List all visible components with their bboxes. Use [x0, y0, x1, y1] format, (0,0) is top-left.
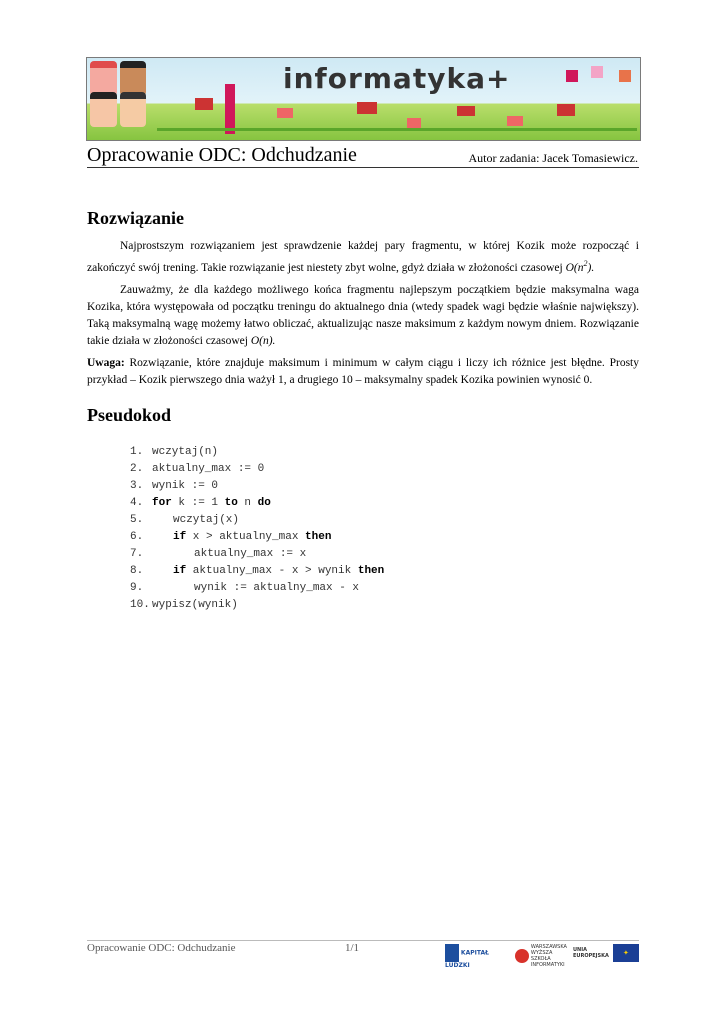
line-number: 8.	[130, 565, 144, 577]
avatar-icon	[120, 61, 146, 96]
complexity-exponent: 2	[583, 259, 588, 268]
code-text: aktualny_max := x	[194, 548, 307, 560]
house-icon	[457, 106, 475, 116]
code-text: aktualny_max := 0	[152, 463, 265, 475]
house-icon	[277, 108, 293, 118]
paragraph-text: Zauważmy, że dla każdego możliwego końca fragmentu najlepszym początkiem będzie maksymalna waga Kozika, która występowała od początku treningu do aktualnego dnia (wtedy spadek wagi będzie właśnie największy). Taką maksymalną wagę możemy łatwo obliczać, aktualizując nasze maksimum z każdym nowym dniem. Rozwiązanie takie działa w złożoności czasowej	[87, 284, 639, 347]
code-keyword: if	[173, 565, 187, 577]
footer-title: Opracowanie ODC: Odchudzanie	[87, 942, 236, 954]
code-line	[130, 563, 384, 580]
avatar-icon	[90, 92, 117, 127]
road	[157, 128, 637, 131]
code-keyword: for	[152, 497, 172, 509]
section-heading-solution: Rozwiązanie	[87, 208, 184, 228]
solution-paragraph-1	[87, 238, 639, 277]
code-keyword: do	[257, 497, 271, 509]
line-number: 1.	[130, 446, 144, 458]
code-text: n	[237, 497, 258, 509]
line-number: 10.	[130, 599, 150, 611]
code-line	[130, 444, 384, 461]
house-icon	[557, 104, 575, 116]
code-keyword: then	[305, 531, 332, 543]
code-keyword: if	[173, 531, 187, 543]
house-icon	[407, 118, 421, 128]
code-keyword: to	[224, 497, 238, 509]
code-line	[130, 461, 384, 478]
code-line	[130, 529, 384, 546]
house-icon	[507, 116, 523, 126]
code-line	[130, 580, 384, 597]
code-text: wczytaj(n)	[152, 446, 219, 458]
code-statement	[152, 565, 384, 577]
code-text: x > aktualny_max	[186, 531, 306, 543]
avatar-icon	[90, 61, 117, 96]
line-number: 4.	[130, 497, 144, 509]
kapital-ludzki-text: KAPITAŁ LUDZKI	[445, 949, 489, 969]
banner-logo-text: informatyka+	[283, 62, 511, 95]
code-statement	[152, 514, 239, 526]
wwsi-logo	[515, 944, 570, 968]
eu-text: UNIA EUROPEJSKA	[573, 947, 609, 959]
avatar-icon	[120, 92, 146, 127]
code-line	[130, 478, 384, 495]
line-number: 3.	[130, 480, 144, 492]
code-text: k := 1	[171, 497, 225, 509]
line-number: 7.	[130, 548, 144, 560]
section-heading-pseudocode: Pseudokod	[87, 405, 172, 425]
code-line	[130, 512, 384, 529]
code-statement	[152, 599, 238, 611]
house-icon	[195, 98, 213, 110]
tower-icon	[225, 84, 235, 134]
code-statement	[152, 582, 359, 594]
code-statement	[152, 446, 218, 458]
tree-icon	[591, 66, 603, 78]
code-keyword: then	[357, 565, 385, 577]
pseudocode-listing	[130, 444, 384, 614]
code-line	[130, 495, 384, 512]
task-author: Autor zadania: Jacek Tomasiewicz.	[468, 151, 638, 165]
code-line	[130, 597, 384, 614]
line-number: 9.	[130, 582, 144, 594]
code-text: wynik := aktualny_max - x	[194, 582, 360, 594]
paragraph-text: Najprostszym rozwiązaniem jest sprawdzenie każdej pary fragmentu, w której Kozik może rozpocząć i zakończyć swój trening. Takie rozwiązanie jest niestety zbyt wolne, gdyż działa w złożoności czasowej	[87, 240, 639, 274]
code-statement	[152, 497, 271, 509]
footer-divider	[87, 940, 639, 941]
line-number: 2.	[130, 463, 144, 475]
house-icon	[357, 102, 377, 114]
complexity-formula: O(n	[565, 261, 584, 274]
line-number: 6.	[130, 531, 144, 543]
complexity-formula: O(n).	[250, 335, 276, 347]
code-text: wypisz(wynik)	[152, 599, 238, 611]
code-statement	[152, 463, 264, 475]
wwsi-text: WARSZAWSKA WYŻSZA SZKOŁA INFORMATYKI	[530, 944, 567, 968]
page-number: 1/1	[345, 942, 360, 954]
warning-paragraph	[87, 355, 639, 389]
code-statement	[152, 480, 218, 492]
document-title: Opracowanie ODC: Odchudzanie	[87, 144, 357, 166]
code-text: wczytaj(x)	[173, 514, 240, 526]
code-statement	[152, 548, 306, 560]
header-banner	[86, 57, 641, 141]
code-text: wynik := 0	[152, 480, 219, 492]
tree-icon	[619, 70, 631, 82]
eu-logo	[573, 944, 640, 964]
code-line	[130, 546, 384, 563]
header-divider	[87, 167, 639, 168]
warning-label: Uwaga:	[87, 357, 125, 369]
tree-icon	[566, 70, 578, 82]
line-number: 5.	[130, 514, 144, 526]
warning-text: Rozwiązanie, które znajduje maksimum i minimum w całym ciągu i liczy ich różnice jest błędne. Prosty przykład – Kozik pierwszego dnia ważył 1, a drugiego 10 – maksymalny spadek Kozika powinien wynosić 0.	[87, 357, 639, 386]
complexity-formula-end: ).	[587, 261, 595, 274]
kapital-ludzki-logo	[445, 944, 510, 969]
code-text: aktualny_max - x > wynik	[186, 565, 358, 577]
solution-paragraph-2	[87, 282, 639, 350]
code-statement	[152, 531, 331, 543]
eu-flag-icon: ✦	[613, 944, 639, 962]
